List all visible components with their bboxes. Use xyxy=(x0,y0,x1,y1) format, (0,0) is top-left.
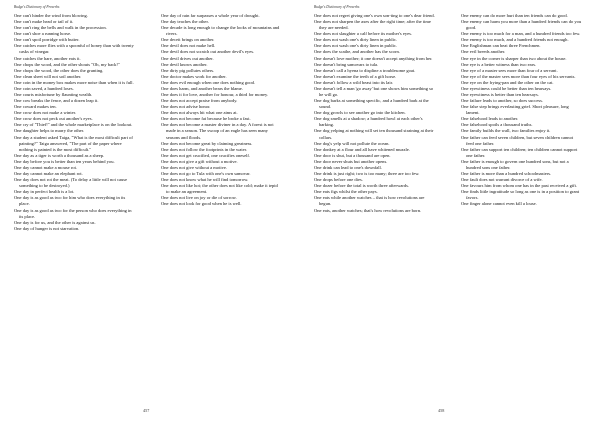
proverb-entry: One day a student asked Taiga, "What is the most difficult part of painting?" Taiga answered, "The part of the paper where nothing is painted is the most difficult." xyxy=(14,134,133,152)
proverb-entry: One chops the wood, the other does the grunting. xyxy=(14,67,104,73)
proverb-entry: One coward makes ten. xyxy=(14,104,57,110)
proverb-entry: One does not regret giving one's own son-ting to one's dear friend. xyxy=(314,13,435,18)
proverb-entry: One does not get crucified, one crucifies oneself. xyxy=(161,152,251,158)
proverb-entry: One family builds the wall, two families enjoy it. xyxy=(461,128,551,134)
proverb-entry: One day in perfect health is a lot. xyxy=(14,189,75,195)
proverb-entry: One does not wash one's dirty linen in public. xyxy=(314,43,398,49)
proverb-entry: One catches the hare, another eats it. xyxy=(14,55,81,61)
proverb-entry: One does not advise honor. xyxy=(161,104,211,110)
proverb-entry: One day as a tiger is worth a thousand as a sheep. xyxy=(14,152,105,158)
proverb-entry: One dog yelping at nothing will set ten thousand straining at their collars. xyxy=(314,128,434,140)
proverb-entry: One does not look for good when he is well. xyxy=(161,201,242,207)
proverb-entry: One does not give a gift without a motive. xyxy=(161,158,238,164)
proverb-entry: One Englishman can beat three Frenchmen. xyxy=(461,43,541,49)
proverb-entry: One day is as good as two for the person who does everything in its place. xyxy=(14,207,132,219)
proverb-entry: One coin saved, a hundred loses. xyxy=(14,85,74,91)
proverb-entry: One enemy is too much for a man, and a hundred friends too few. xyxy=(461,31,581,37)
proverb-entry: One can't hinder the wind from blowing. xyxy=(14,13,88,18)
proverb-entry: One day does not rot the meat. (To delay a little will not cause something to be destroyed.) xyxy=(14,177,128,189)
left-column-2 xyxy=(161,13,282,208)
proverb-entry: One doesn't love mother; it one doesn't accept anything from her. xyxy=(314,55,433,61)
proverb-entry: One does not wash one's dirty linen in public. xyxy=(314,37,398,43)
proverb-entry: One eyewitness is better than ten hearsays. xyxy=(461,92,539,98)
proverb-entry: One doesn't tell a man 'go away' but one shows him something so he will go. xyxy=(314,85,434,98)
proverb-entry: One door is shut, but a thousand are open. xyxy=(314,152,391,158)
right-page xyxy=(300,0,600,424)
proverb-entry: One does not give without a motive. xyxy=(161,164,228,170)
proverb-entry: One dog smells at a shadow; a hundred howl at each other's barking. xyxy=(314,116,423,128)
proverb-entry: One evil breeds another. xyxy=(461,49,506,55)
proverb-entry: One eye of the master sees more than four eyes of his servants. xyxy=(461,73,576,79)
proverb-entry: One dirty pig pollutes others. xyxy=(161,67,215,73)
proverb-entry: One drops before one dies. xyxy=(314,177,363,183)
proverb-entry: One decade is long enough to change the looks of mountains and rivers. xyxy=(161,25,280,37)
proverb-entry: One eats figs whilst the other pays. xyxy=(314,189,378,195)
proverb-entry: One day of hunger is not starvation. xyxy=(14,225,80,231)
proverb-entry: One does evil enough when one does nothing good. xyxy=(161,79,256,85)
proverb-entry: One doctor makes work for another. xyxy=(161,73,227,79)
proverb-entry: One enemy can harm you more than a hundred friends can do you good. xyxy=(461,19,582,31)
proverb-entry: One crow does not make a winter. xyxy=(14,110,76,116)
proverb-entry: One does not become great by claiming greatness. xyxy=(161,140,253,146)
proverb-entry: One courts misfortune by flaunting wealth. xyxy=(14,92,93,98)
proverb-entry: One day cannot make a mouse rot. xyxy=(14,164,78,170)
proverb-entry: One failure leads to another, so does success. xyxy=(461,98,544,104)
proverb-entry: One finds little ingratitude so long as one is in a position to grant favors. xyxy=(461,189,580,201)
proverb-entry: One father can feed seven children, but seven children cannot feed one father. xyxy=(461,134,574,146)
proverb-entry: One crow does not peck out another's eyes. xyxy=(14,116,93,122)
proverb-entry: One drink can lead to one's downfall. xyxy=(314,164,382,170)
proverb-entry: One devil does not make hell. xyxy=(161,43,216,49)
proverb-entry: One eats while another watches – that is how revolutions are begun. xyxy=(314,195,425,207)
proverb-entry: One father is more than a hundred schoolmasters. xyxy=(461,171,552,177)
running-head: Budge's Dictionary of Proverbs xyxy=(314,5,360,9)
proverb-entry: One doesn't call a hyena to displine a troublesome goat. xyxy=(314,67,416,73)
proverb-entry: One eye in the corner is sharper than two about the house. xyxy=(461,55,567,61)
proverb-entry: One dog barks at something specific, and a hundred bark at the sound. xyxy=(314,98,429,110)
proverb-entry: One does not become fat because he broke a fast. xyxy=(161,116,251,122)
proverb-entry: One day is as good as two for him who does everything in its place. xyxy=(14,195,126,207)
proverb-entry: One chops the wood, and the other shouts "Oh, my back!" xyxy=(14,61,120,67)
proverb-entry: One eye is a better witness than two ears. xyxy=(461,61,537,67)
proverb-entry: One doesn't bring samovars to tula. xyxy=(314,61,379,67)
running-head: Budge's Dictionary of Proverbs xyxy=(14,5,60,9)
proverb-entry: One father is enough to govern one hundred sons, but not a hundred sons one father. xyxy=(461,158,569,170)
proverb-entry: One can't spoil porridge with butter. xyxy=(14,37,80,43)
right-column-1 xyxy=(314,13,435,214)
proverb-entry: One does not sharpen the axes after the right time; after the time they are needed. xyxy=(314,19,431,31)
proverb-entry: One enemy can do more hurt than ten friends can do good. xyxy=(461,13,568,18)
proverb-entry: One can't make head or tail of it. xyxy=(14,19,74,25)
page-number: 457 xyxy=(143,408,150,413)
proverb-entry: One catches more flies with a spoonful of honey than with twenty casks of vinegar. xyxy=(14,43,134,55)
proverb-entry: One dog's yelp will not pollute the ocean. xyxy=(314,140,390,146)
proverb-entry: One does not know what he will find tomorrow. xyxy=(161,177,249,183)
proverb-entry: One cry of "Thief!" and the whole marketplace is on the lookout. xyxy=(14,122,133,128)
proverb-entry: One does not accept praise from anybody. xyxy=(161,98,238,104)
right-column-2 xyxy=(461,13,582,208)
proverb-entry: One door never shuts but another opens. xyxy=(314,158,388,164)
proverb-entry: One does the scathe, and another has the scorn. xyxy=(314,49,400,55)
proverb-entry: One does not slaughter a calf before its mother's eyes. xyxy=(314,31,413,37)
proverb-entry: One falsehood spoils a thousand truths. xyxy=(461,122,533,128)
proverb-entry: One coin in the money box makes more noise than when it is full. xyxy=(14,79,134,85)
proverb-entry: One eyewitness could be better than ten hearsays. xyxy=(461,85,552,91)
left-column-1 xyxy=(14,13,135,232)
proverb-entry: One drink is just right; two is too many; three are too few. xyxy=(314,171,420,177)
proverb-entry: One devil does not scratch out another devil's eyes. xyxy=(161,49,255,55)
proverb-entry: One fault does not warrant divorce of a wife. xyxy=(461,177,543,183)
proverb-entry: One can't shoe a running horse. xyxy=(14,31,72,37)
proverb-entry: One day is for us, and the other is against us. xyxy=(14,219,96,225)
proverb-entry: One falsehood leads to another. xyxy=(461,116,519,122)
proverb-entry: One enemy is too much, and a hundred friends not enough. xyxy=(461,37,569,43)
proverb-entry: One doesn't examine the teeth of a gift horse. xyxy=(314,73,397,79)
proverb-entry: One eats, another watches; that's how revolutions are born. xyxy=(314,207,422,213)
proverb-entry: One cow breaks the fence, and a dozen leap it. xyxy=(14,98,99,104)
proverb-entry: One clean sheet will not soil another. xyxy=(14,73,82,79)
proverb-entry: One dozer before the total is worth three afterwards. xyxy=(314,183,410,189)
proverb-entry: One does not like hot; the other does not like cold; make it tepid to make an agreement. xyxy=(161,183,278,195)
proverb-entry: One eye on the frying-pan and the other on the cat. xyxy=(461,79,554,85)
proverb-entry: One does not follow the footprints in the water. xyxy=(161,146,247,152)
proverb-entry: One can't ring the bells and walk in the procession. xyxy=(14,25,107,31)
proverb-entry: One doesn't follow a wild beast into its lair. xyxy=(314,79,393,85)
proverb-entry: One does not live on joy or die of sorrow. xyxy=(161,195,237,201)
proverb-entry: One daughter helps to marry the other. xyxy=(14,128,85,134)
proverb-entry: One does not become a master diviner in a day. A forest is not made in a season. The swoop of an eagle has seen many seasons and floods. xyxy=(161,122,274,140)
proverb-entry: One day before you is better than ten years behind you. xyxy=(14,158,115,164)
proverb-entry: One does it for love, another for honour, a third for money. xyxy=(161,92,269,98)
proverb-entry: One does not always hit what one aims at. xyxy=(161,110,238,116)
proverb-entry: One devil drives out another. xyxy=(161,55,214,61)
proverb-entry: One does not go to Tula with one's own samovar. xyxy=(161,171,251,177)
proverb-entry: One false step brings everlasting grief. Short pleasure, long lament. xyxy=(461,104,569,116)
proverb-entry: One father can support ten children; ten children cannot support one father. xyxy=(461,146,578,158)
proverb-entry: One finger alone cannot even kill a louse. xyxy=(461,201,537,207)
proverb-entry: One day cannot make an elephant rot. xyxy=(14,171,83,177)
proverb-entry: One day of rain far surpasses a whole year of drought. xyxy=(161,13,260,18)
proverb-entry: One dog growls to see another go into the kitchen. xyxy=(314,110,406,116)
proverb-entry: One deceit brings on another. xyxy=(161,37,215,43)
proverb-entry: One day teaches the other. xyxy=(161,19,209,25)
page-number: 458 xyxy=(438,408,445,413)
proverb-entry: One favours him from whom one has in the past received a gift. xyxy=(461,183,578,189)
proverb-entry: One does harm, and another bears the blame. xyxy=(161,85,243,91)
proverb-entry: One devil knows another. xyxy=(161,61,208,67)
proverb-entry: One donkey at a flour and all have whitened muzzle. xyxy=(314,146,410,152)
proverb-entry: One eye of a master sees more than four of a servant. xyxy=(461,67,558,73)
